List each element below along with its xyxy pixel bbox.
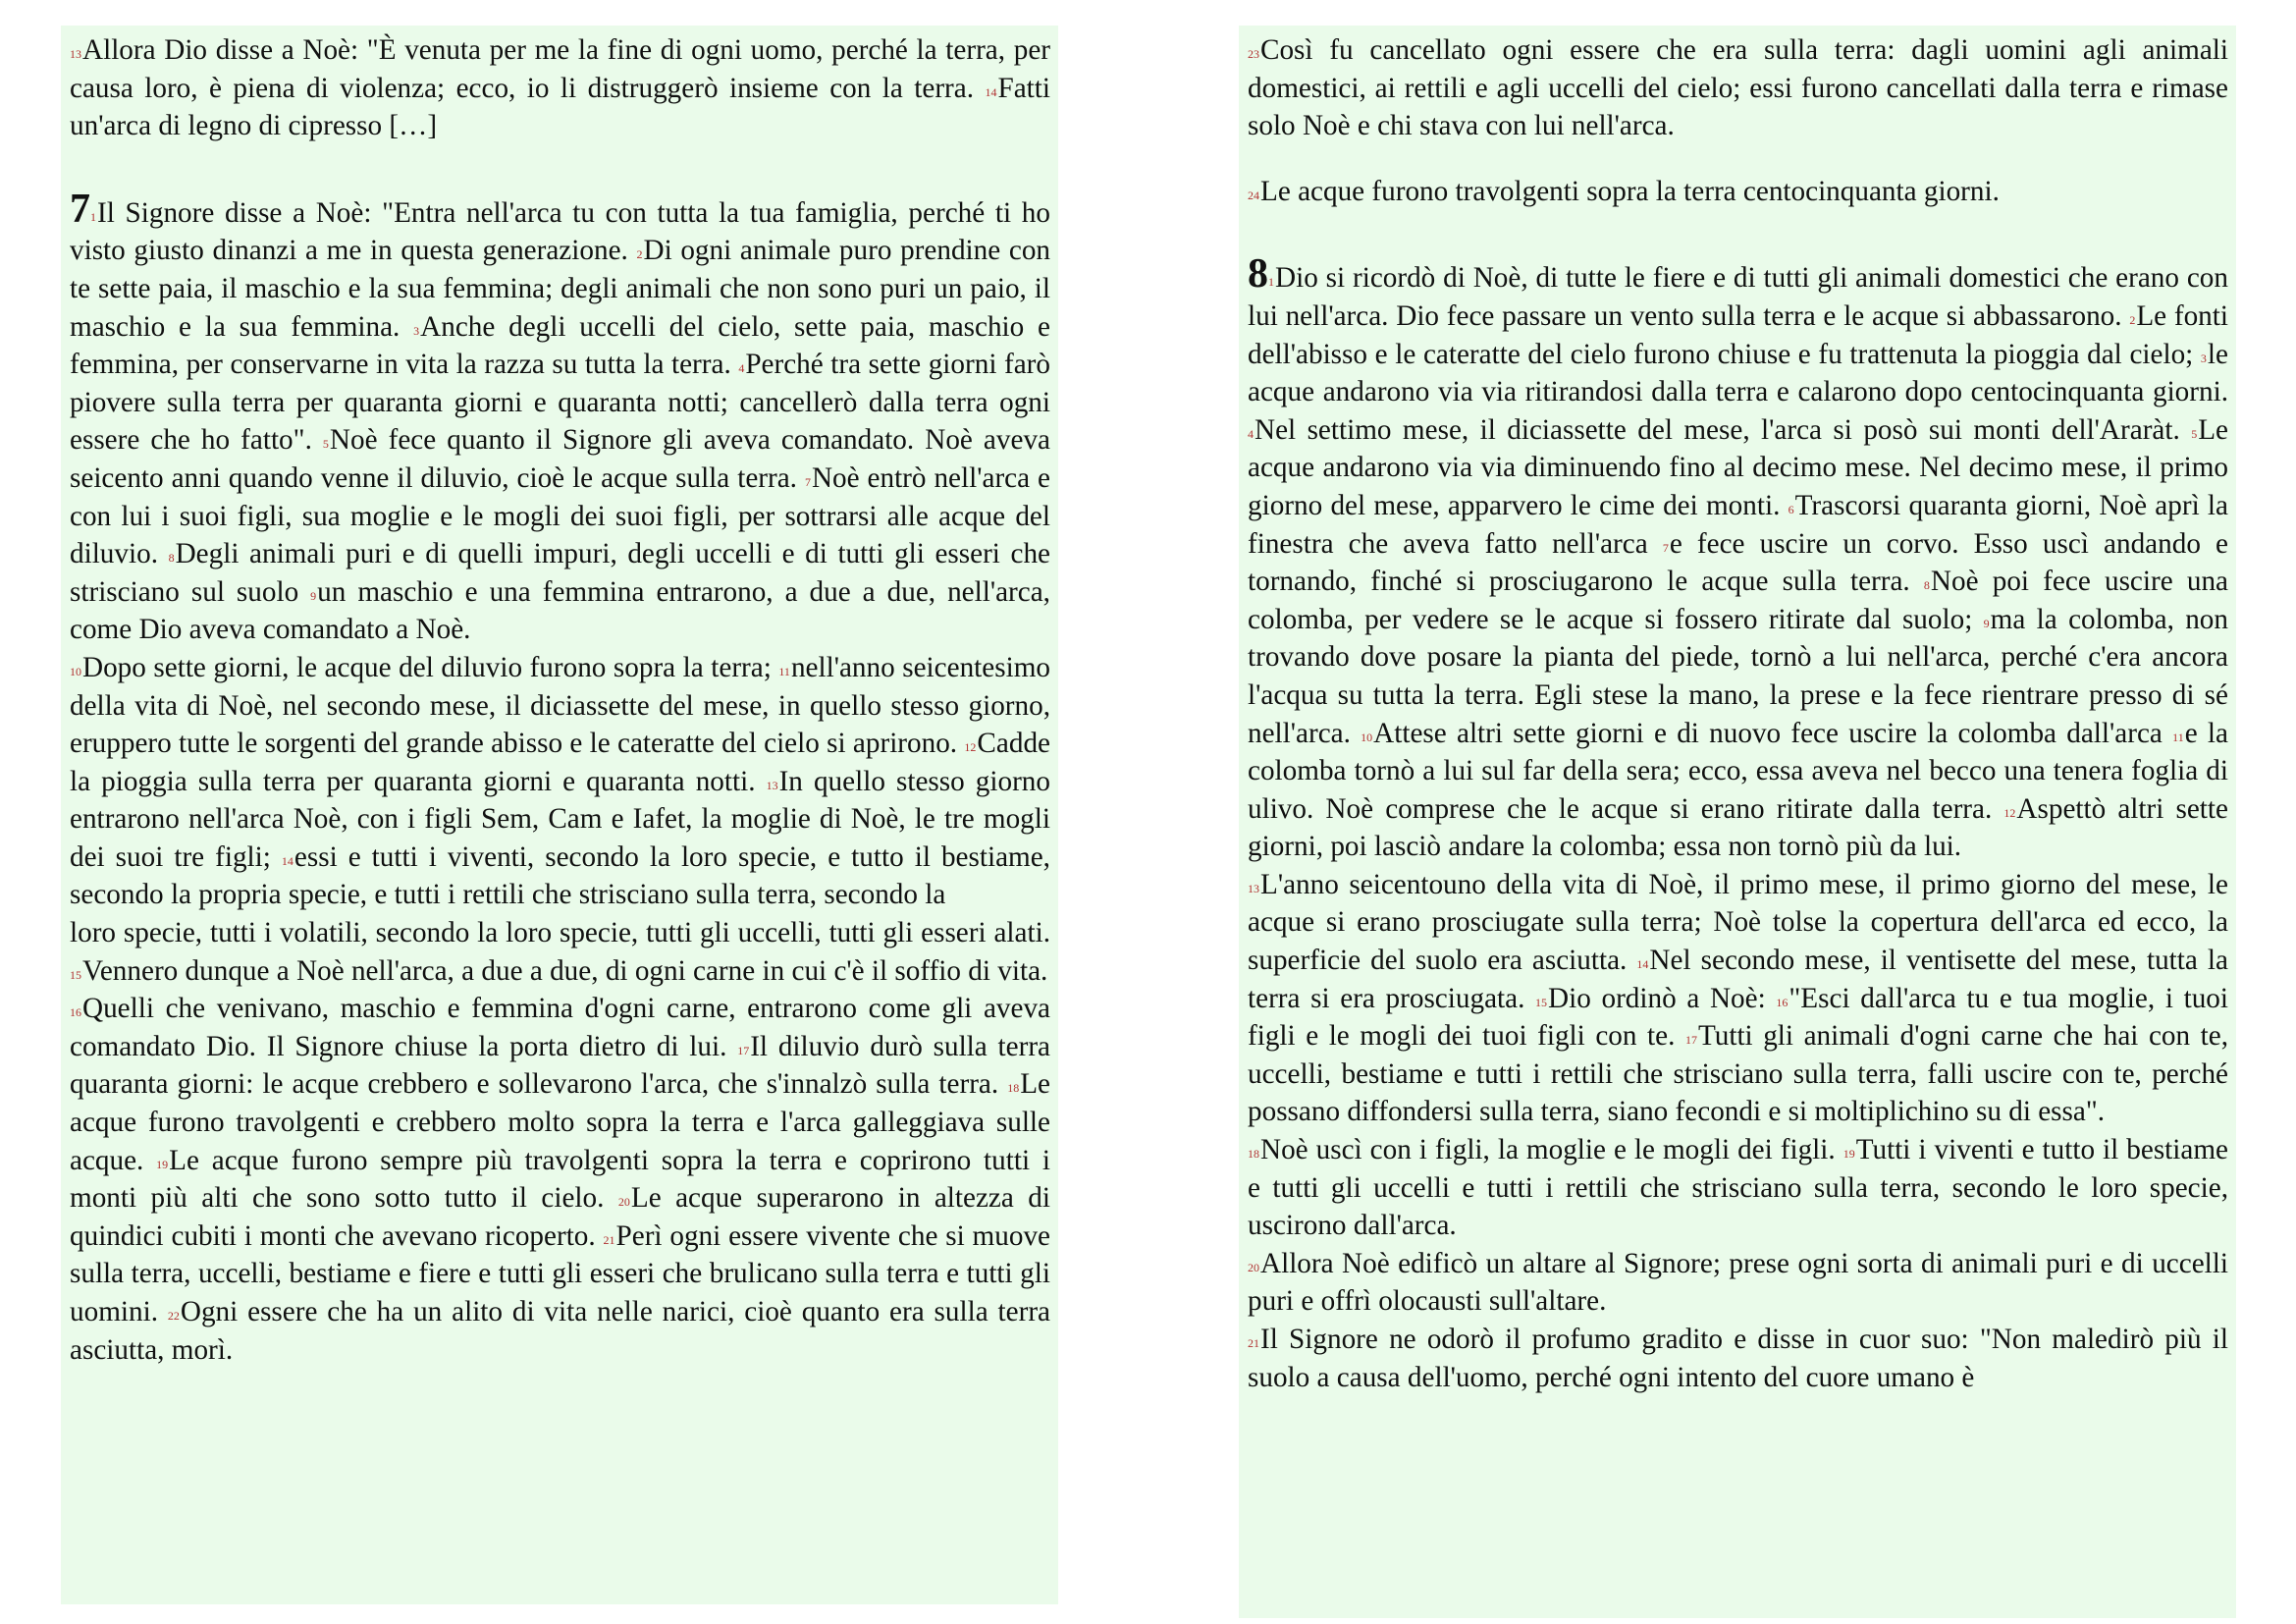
verse-number: 4 <box>738 361 745 376</box>
verse-text: "Esci dall'arca tu e tua moglie, i tuoi figli e le mogli dei tuoi figli con te. <box>1248 982 2229 1053</box>
verse-text: Il diluvio durò sulla terra quaranta giorni: le acque crebbero e sollevarono l'arca, che s'innalzò sulla terra. <box>70 1030 1050 1101</box>
verse-text: ma la colomba, non trovando dove posare la pianta del piede, tornò a lui nell'arca, perché c'era ancora l'acqua su tutta la terra. Egli stese la mano, la prese e la fece rientrare presso di sé nell'arca. <box>1248 603 2228 749</box>
verse-text: Vennero dunque a Noè nell'arca, a due a due, di ogni carne in cui c'è il soffio di vita. <box>82 954 1048 987</box>
verse-text: Dio ordinò a Noè: <box>1548 982 1777 1014</box>
verse-text: Attese altri sette giorni e di nuovo fece uscire la colomba dall'arca <box>1373 717 2173 749</box>
verse-number: 20 <box>1248 1260 1259 1274</box>
verse-text: loro specie, tutti i volatili, secondo la loro specie, tutti gli uccelli, tutti gli esseri alati. <box>70 917 1050 949</box>
verse-text: Noè poi fece uscire una colomba, per vedere se le acque si fossero ritirate dal suolo; <box>1248 566 2228 635</box>
verse-number: 3 <box>413 323 420 338</box>
verse-number: 14 <box>1636 957 1649 972</box>
verse-number: 5 <box>2191 426 2198 441</box>
verse-number: 21 <box>603 1232 615 1247</box>
paragraph <box>70 649 1050 914</box>
verse-text: Le acque furono travolgenti e crebbero molto sopra la terra e l'arca galleggiava sulle acque. <box>70 1068 1050 1176</box>
verse-number: 11 <box>778 664 790 678</box>
verse-number: 8 <box>168 551 175 566</box>
verse-number: 14 <box>281 853 294 868</box>
verse-text: Tutti gli animali d'ogni carne che hai con te, uccelli, bestiame e tutti i rettili che strisciano sulla terra, falli uscire con te, perché possano diffondersi sulla terra, siano fecondi e si moltiplichino su di essa". <box>1248 1020 2228 1128</box>
verse-text: Dio si ricordò di Noè, di tutte le fiere e di tutti gli animali domestici che erano con lui nell'arca. Dio fece passare un vento sulla terra e le acque si abbassarono. <box>1248 262 2228 332</box>
verse-text: Nel settimo mese, il diciassette del mese, l'arca si posò sui monti dell'Araràt. <box>1255 413 2192 446</box>
verse-number: 16 <box>1776 995 1789 1009</box>
paragraph <box>1248 1245 2228 1321</box>
verse-text: L'anno seicentouno della vita di Noè, il primo mese, il primo giorno del mese, le acque si erano prosciugate sulla terra; Noè tolse la copertura dell'arca ed ecco, la superficie del suolo era asciutta. <box>1248 868 2228 977</box>
verse-number: 1 <box>90 209 96 224</box>
verse-text: Le acque superarono in altezza di quindici cubiti i monti che avevano ricoperto. <box>70 1182 1050 1252</box>
paragraph <box>1248 1131 2228 1245</box>
verse-number: 15 <box>1535 995 1548 1009</box>
verse-text: essi e tutti i viventi, secondo la loro specie, e tutto il bestiame, secondo la propria specie, e tutti i rettili che strisciano sulla terra, secondo la <box>70 840 1050 911</box>
verse-number: 13 <box>1248 881 1259 895</box>
verse-text: In quello stesso giorno entrarono nell'arca Noè, con i figli Sem, Cam e Iafet, la moglie di Noè, le tre mogli dei suoi tre figli; <box>70 765 1050 873</box>
verse-number: 10 <box>70 664 81 678</box>
chapter-number: 7 <box>70 186 90 232</box>
verse-text: nell'anno seicentesimo della vita di Noè, nel secondo mese, il diciassette del mese, in quello stesso giorno, eruppero tutte le sorgenti del grande abisso e le cateratte del cielo si aprirono. <box>70 651 1050 760</box>
verse-number: 4 <box>1248 426 1254 441</box>
verse-text: Quelli che venivano, maschio e femmina d'ogni carne, entrarono come gli aveva comandato Dio. Il Signore chiuse la porta dietro di lui. <box>70 993 1050 1062</box>
verse-text: Perì ogni essere vivente che si muove sulla terra, uccelli, bestiame e fiere e tutti gli esseri che brulicano sulla terra e tutti gli uomini. <box>70 1219 1050 1327</box>
verse-text: Noè fece quanto il Signore gli aveva comandato. Noè aveva seicento anni quando venne il diluvio, cioè le acque sulla terra. <box>70 424 1050 494</box>
chapter-number: 8 <box>1248 251 1268 298</box>
paragraph <box>1248 1321 2228 1396</box>
verse-number: 20 <box>617 1195 630 1210</box>
verse-text: e la colomba tornò a lui sul far della sera; ecco, essa aveva nel becco una tenera foglia di ulivo. Noè comprese che le acque si erano ritirate dalla terra. <box>1248 717 2228 825</box>
verse-text: Dopo sette giorni, le acque del diluvio furono sopra la terra; <box>82 651 779 683</box>
paragraph <box>70 990 1050 1369</box>
verse-text: Degli animali puri e di quelli impuri, degli uccelli e di tutti gli esseri che strisciano sul suolo <box>70 538 1051 608</box>
verse-number: 17 <box>1684 1033 1697 1048</box>
verse-number: 9 <box>1983 616 1990 630</box>
verse-number: 23 <box>1248 47 1259 61</box>
verse-number: 13 <box>70 47 81 61</box>
verse-text: Le acque furono travolgenti sopra la terra centocinquanta giorni. <box>1260 175 2000 207</box>
verse-text: Perché tra sette giorni farò piovere sulla terra per quaranta giorni e quaranta notti; cancellerò dalla terra ogni essere che ho fatto". <box>70 349 1050 457</box>
verse-number: 18 <box>1248 1147 1259 1162</box>
verse-number: 5 <box>322 437 329 452</box>
verse-text: Aspettò altri sette giorni, poi lasciò andare la colomba; essa non tornò più da lui. <box>1248 792 2228 863</box>
verse-text: Di ogni animale puro prendine con te sette paia, il maschio e la sua femmina; degli animali che non sono puri un paio, il maschio e la sua femmina. <box>70 235 1051 343</box>
verse-text: Così fu cancellato ogni essere che era sulla terra: dagli uomini agli animali domestici, ai rettili e agli uccelli del cielo; essi furono cancellati dalla terra e rimase solo Noè e chi stava con lui nell'arca. <box>1248 34 2228 142</box>
verse-text: Anche degli uccelli del cielo, sette paia, maschio e femmina, per conservarne in vita la razza su tutta la terra. <box>70 310 1050 381</box>
verse-text: Noè entrò nell'arca e con lui i suoi figli, sua moglie e le mogli dei suoi figli, per sottrarsi alle acque del diluvio. <box>70 461 1050 570</box>
chapter-7-paragraph <box>70 186 1051 649</box>
verse-text: Nel secondo mese, il ventisette del mese, tutta la terra si era prosciugata. <box>1248 945 2228 1014</box>
verse-text: le acque andarono via via ritirandosi dalla terra e calarono dopo centocinquanta giorni. <box>1248 338 2228 408</box>
verse-number: 6 <box>1788 502 1794 516</box>
verse-number: 22 <box>167 1309 180 1323</box>
verse-text: Trascorsi quaranta giorni, Noè aprì la finestra che aveva fatto nell'arca <box>1248 489 2228 560</box>
verse-number: 8 <box>1923 578 1930 593</box>
verse-number: 15 <box>70 967 81 982</box>
left-page <box>61 26 1058 1604</box>
verse-text: Le acque andarono via via diminuendo fino al decimo mese. Nel decimo mese, il primo giorno del mese, apparvero le cime dei monti. <box>1248 413 2228 521</box>
paragraph <box>1248 866 2228 1131</box>
verse-text: Ogni essere che ha un alito di vita nelle narici, cioè quanto era sulla terra asciutta, morì. <box>70 1296 1050 1366</box>
verse-number: 16 <box>70 1005 81 1020</box>
verse-text: Allora Dio disse a Noè: "È venuta per me la fine di ogni uomo, perché la terra, per causa loro, è piena di violenza; ecco, io li distruggerò insieme con la terra. <box>70 34 1050 104</box>
verse-text: Il Signore disse a Noè: "Entra nell'arca tu con tutta la tua famiglia, perché ti ho visto giusto dinanzi a me in questa generazione. <box>70 196 1050 267</box>
verse-text: un maschio e una femmina entrarono, a due a due, nell'arca, come Dio aveva comandato a Noè. <box>70 575 1050 646</box>
paragraph <box>1248 31 2228 145</box>
verse-number: 7 <box>804 474 811 489</box>
verse-number: 9 <box>310 588 317 603</box>
verse-text: Le acque furono sempre più travolgenti sopra la terra e coprirono tutti i monti più alti che sono sotto tutto il cielo. <box>70 1144 1050 1215</box>
paragraph <box>1248 173 2228 211</box>
right-page <box>1239 26 2236 1618</box>
verse-number: 11 <box>2172 730 2184 744</box>
verse-text: e fece uscire un corvo. Esso uscì andando e tornando, finché si prosciugarono le acque sulla terra. <box>1248 527 2228 598</box>
verse-number: 18 <box>1007 1081 1020 1096</box>
verse-number: 14 <box>985 84 997 99</box>
verse-text: Tutti i viventi e tutto il bestiame e tutti gli uccelli e tutti i rettili che strisciano sulla terra, secondo le loro specie, uscirono dall'arca. <box>1248 1134 2229 1242</box>
verse-number: 7 <box>1662 540 1669 555</box>
verse-number: 10 <box>1361 730 1373 744</box>
verse-number: 19 <box>156 1157 169 1171</box>
paragraph <box>70 914 1050 990</box>
paragraph <box>70 31 1050 145</box>
verse-number: 21 <box>1248 1336 1259 1350</box>
verse-number: 24 <box>1248 188 1259 202</box>
verse-number: 19 <box>1842 1147 1855 1162</box>
verse-text: Le fonti dell'abisso e le cateratte del cielo furono chiuse e fu trattenuta la pioggia dal cielo; <box>1248 299 2228 370</box>
verse-number: 3 <box>2200 351 2207 365</box>
verse-number: 12 <box>964 740 977 755</box>
verse-text: Fatti un'arca di legno di cipresso […] <box>70 72 1050 142</box>
verse-text: Noè uscì con i figli, la moglie e le mogli dei figli. <box>1260 1134 1843 1166</box>
verse-text: Allora Noè edificò un altare al Signore; prese ogni sorta di animali puri e di uccelli puri e offrì olocausti sull'altare. <box>1248 1247 2228 1318</box>
verse-text: Cadde la pioggia sulla terra per quaranta giorni e quaranta notti. <box>70 728 1050 797</box>
verse-text: Il Signore ne odorò il profumo gradito e disse in cuor suo: "Non maledirò più il suolo a causa dell'uomo, perché ogni intento del cuore umano è <box>1248 1324 2228 1393</box>
verse-number: 13 <box>766 778 778 792</box>
verse-number: 12 <box>2003 805 2016 820</box>
verse-number: 2 <box>2129 312 2136 327</box>
verse-number: 2 <box>636 247 643 262</box>
verse-number: 1 <box>1268 275 1274 290</box>
verse-number: 17 <box>737 1043 750 1057</box>
chapter-8-paragraph <box>1248 251 2228 866</box>
